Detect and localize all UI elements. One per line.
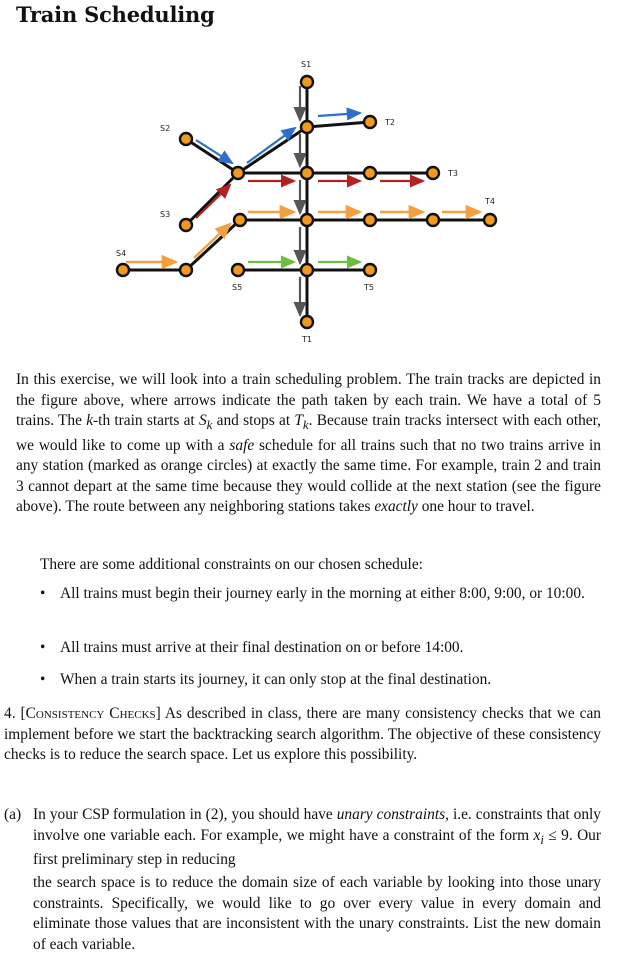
station	[301, 214, 313, 226]
page-title: Train Scheduling	[16, 2, 215, 27]
label-S2: S2	[160, 124, 171, 133]
station	[301, 167, 313, 179]
constraints-intro: There are some additional constraints on our chosen schedule:	[40, 556, 423, 573]
question-4a-continued: the search space is to reduce the domain size of each variable by looking into those unary constraints. Specifically, we would like to go over every value in every domain and eliminate those values that are inconsistent with the unary constraints. List the new domain of each variable.	[33, 874, 601, 953]
station-T2	[364, 116, 376, 128]
station-T4	[484, 214, 496, 226]
bullet-icon: •	[40, 639, 46, 656]
station	[301, 264, 313, 276]
list-item: • When a train starts its journey, it can only stop at the final destination.	[40, 670, 600, 691]
station-S1	[301, 76, 313, 88]
label-T5: T5	[364, 283, 374, 292]
label-S5: S5	[232, 283, 243, 292]
label-T1: T1	[302, 335, 312, 344]
station-T3	[427, 167, 439, 179]
station	[427, 214, 439, 226]
label-T3: T3	[448, 169, 458, 178]
question-4a: (a) In your CSP formulation in (2), you should have unary constraints, i.e. constraints that only involve one variable each. For example, we might have a constraint of the form $x_i \le 9$. Our first preliminary step in reducing	[4, 806, 601, 869]
label-S3: S3	[160, 210, 171, 219]
label-S1: S1	[301, 60, 312, 69]
list-item: • All trains must begin their journey early in the morning at either 8:00, 9:00, or 10:00.	[40, 584, 600, 605]
bullet-icon: •	[40, 671, 46, 688]
station-S2	[180, 133, 192, 145]
question-4: 4. [Consistency Checks] As described in class, there are many consistency checks that we can implement before we start the backtracking search algorithm. The objective of these consistency checks is to reduce the search space. Let us explore this possibility.	[4, 705, 601, 763]
train-2-path	[196, 113, 360, 163]
tracks	[123, 82, 490, 322]
label-T4: T4	[485, 197, 495, 206]
station	[232, 167, 244, 179]
bullet-icon: •	[40, 585, 46, 602]
station-T5	[364, 264, 376, 276]
station	[301, 121, 313, 133]
station-S5	[232, 264, 244, 276]
label-T2: T2	[385, 118, 395, 127]
station-labels	[116, 60, 495, 344]
intro-paragraph: In this exercise, we will look into a train scheduling problem. The train tracks are depicted in the figure above, where arrows indicate the path taken by each train. We have a total of 5 trains. The k-th train starts at $S_k$ and stops at $T_k$. Because train tracks intersect with each other, we would like to come up with a safe schedule for all trains such that no two trains arrive in any station (marked as orange circles) at exactly the same time. For example, train 2 and train 3 cannot depart at the same time because they would collide at the next station (see the figure above). The route between any neighboring stations takes exactly one hour to travel.	[16, 371, 601, 516]
station	[364, 214, 376, 226]
list-item: • All trains must arrive at their final destination on or before 14:00.	[40, 638, 600, 659]
station	[364, 167, 376, 179]
label-S4: S4	[116, 249, 127, 258]
station	[180, 264, 192, 276]
station	[234, 214, 246, 226]
train-track-diagram	[0, 40, 618, 350]
station-T1	[301, 316, 313, 328]
station-S4	[117, 264, 129, 276]
station-S3	[180, 219, 192, 231]
